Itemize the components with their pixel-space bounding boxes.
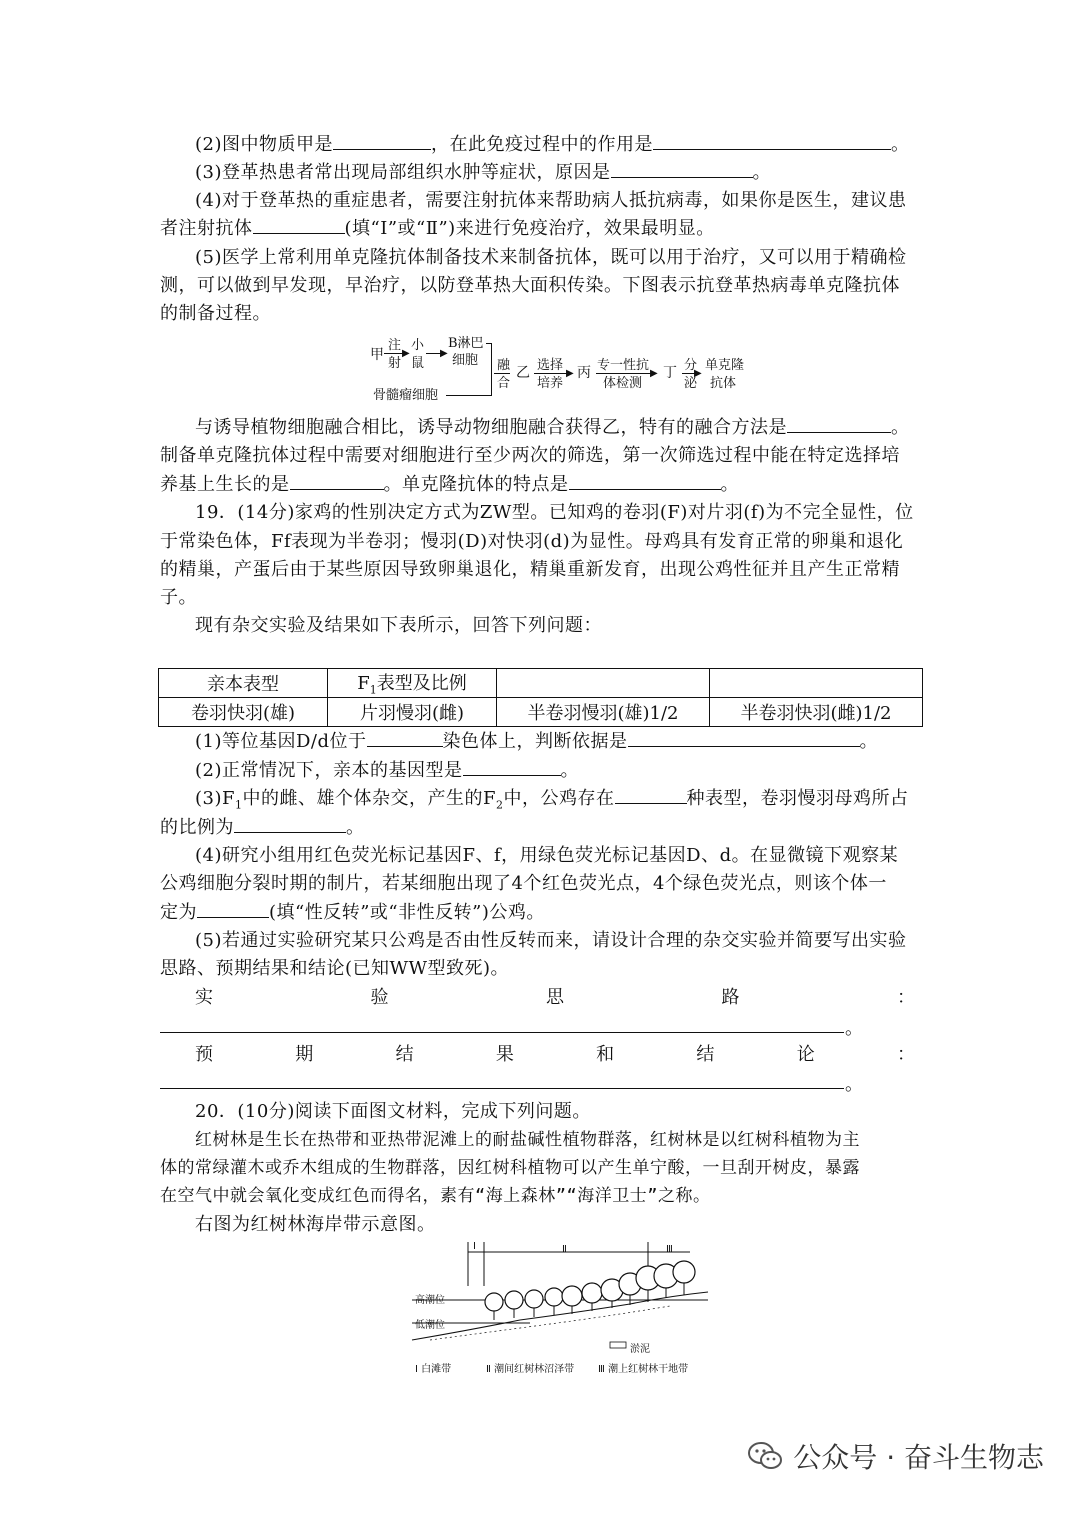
q20-figure-caption: 右图为红树林海岸带示意图。	[195, 1214, 436, 1235]
q18-part2: (2)图中物质甲是 ，在此免疫过程中的作用是 。	[195, 131, 910, 159]
table-row	[159, 669, 923, 698]
label-fuse-bottom: 合	[497, 376, 511, 391]
label-b-lymphocyte-cell: 细胞	[452, 353, 479, 368]
q18-part5-line2: 测，可以做到早发现，早治疗，以防登革热大面积传染。下图表示抗登革热病毒单克隆抗体	[160, 275, 900, 296]
table-header-empty	[710, 669, 923, 698]
arrowhead: ▶	[650, 368, 658, 379]
q19-sub3-line1: $(3)F_1$中的雌、雄个体杂交，产生的$F_2$中，公鸡存在 种表型，卷羽慢羽母鸡所占	[195, 785, 909, 820]
watermark-text: 公众号 · 奋斗生物志	[793, 1441, 1044, 1474]
label-myeloma: 骨髓瘤细胞	[373, 388, 439, 403]
q18-part3: (3)登革热患者常出现局部组织水肿等症状，原因是 。	[195, 159, 771, 187]
table-row	[159, 698, 923, 727]
q18-part4-line2: 者注射抗体 (填“Ⅰ”或“Ⅱ”)来进行免疫治疗，效果最明显。	[160, 215, 715, 243]
label-ding: 丁	[663, 365, 677, 381]
q19-sub1: (1)等位基因D/d位于 染色体上，判断依据是 。	[195, 728, 878, 756]
arrowhead: ▶	[566, 368, 574, 379]
q19-stem-line4: 子。	[160, 587, 197, 608]
answer-blank[interactable]	[628, 728, 860, 747]
expected-result-answer-line[interactable]	[160, 1088, 844, 1089]
label-b-lymphocyte: B淋巴	[448, 336, 484, 351]
q20-stem: 20．(10分)阅读下面图文材料，完成下列问题。	[195, 1101, 591, 1122]
q18-screening-line1: 制备单克隆抗体过程中需要对细胞进行至少两次的筛选，第一次筛选过程中能在特定选择培	[160, 445, 900, 466]
q19-sub4-line2: 公鸡细胞分裂时期的制片，若某细胞出现了4个红色荧光点，4个绿色荧光点，则该个体一	[160, 873, 887, 894]
cross-results-table	[158, 668, 923, 727]
arrowhead: ▶	[694, 368, 702, 379]
legend-zone-3: Ⅲ 潮上红树林干地带	[598, 1364, 689, 1375]
q18-part5-line1: (5)医学上常利用单克隆抗体制备技术来制备抗体，既可以用于治疗，又可以用于精确检	[195, 247, 907, 268]
answer-blank[interactable]	[615, 785, 687, 804]
arrowhead: ▶	[402, 348, 410, 359]
answer-blank[interactable]	[569, 471, 721, 490]
q19-sub5-line2: 思路、预期结果和结论(已知WW型致死)。	[160, 958, 510, 979]
legend-zone-1: Ⅰ 白滩带	[415, 1364, 452, 1375]
table-cell: 片羽慢羽(雌)	[328, 698, 497, 727]
q20-material-line1: 红树林是生长在热带和亚热带泥滩上的耐盐碱性植物群落，红树林是以红树科植物为主	[195, 1130, 860, 1150]
answer-blank[interactable]	[367, 728, 443, 747]
period: 。	[845, 1018, 863, 1039]
answer-blank[interactable]	[463, 757, 561, 776]
wechat-watermark	[747, 1436, 1044, 1476]
label-inject-bottom: 射	[388, 356, 402, 371]
answer-blank[interactable]	[234, 814, 346, 833]
table-header: $F_1$表型及比例	[328, 669, 497, 698]
answer-blank[interactable]	[787, 414, 891, 433]
q19-sub5-line1: (5)若通过实验研究某只公鸡是否由性反转而来，请设计合理的杂交实验并简要写出实验	[195, 930, 907, 951]
bracket-bottom	[446, 395, 492, 396]
zone-1-label: Ⅰ	[473, 1241, 476, 1252]
q20-material-line2: 体的常绿灌木或乔木组成的生物群落，因红树科植物可以产生单宁酸，一旦刮开树皮，暴露	[160, 1158, 860, 1178]
answer-blank[interactable]	[653, 131, 891, 150]
answer-blank[interactable]	[253, 215, 345, 234]
low-tide-label: 低潮位	[415, 1320, 445, 1331]
experiment-idea-answer-line[interactable]	[160, 1032, 844, 1033]
experiment-idea-label: 实 验 思 路 ：	[195, 987, 915, 1008]
q19-sub4-line1: (4)研究小组用红色荧光标记基因F、f，用绿色荧光标记基因D、d。在显微镜下观察某	[195, 845, 899, 866]
table-header-empty	[497, 669, 710, 698]
q18-screening-line2: 养基上生长的是 。单克隆抗体的特点是 。	[160, 471, 739, 499]
high-tide-label: 高潮位	[415, 1295, 445, 1306]
q19-stem-line3: 的精巢，产蛋后由于某些原因导致卵巢退化，精巢重新发育，出现公鸡性征并且产生正常精	[160, 559, 900, 580]
label-mab-top: 单克隆	[705, 358, 745, 373]
q19-sub2: (2)正常情况下，亲本的基因型是 。	[195, 757, 579, 785]
q19-stem-line1: 19．(14分)家鸡的性别决定方式为ZW型。已知鸡的卷羽(F)对片羽(f)为不完全显性，位	[195, 502, 914, 523]
q18-part4-line1: (4)对于登革热的重症患者，需要注射抗体来帮助病人抵抗病毒，如果你是医生，建议患	[195, 190, 907, 211]
label-fuse-top: 融	[497, 358, 511, 373]
label-bing: 丙	[577, 365, 591, 381]
q19-stem-line2: 于常染色体，Ff表现为半卷羽；慢羽(D)对快羽(d)为显性。母鸡具有发育正常的卵巢和退化	[160, 531, 904, 552]
zone-2-label: Ⅱ	[562, 1244, 567, 1255]
mud-legend-label: 淤泥	[630, 1344, 650, 1355]
arrow-fuse	[494, 373, 510, 374]
period: 。	[845, 1074, 863, 1095]
q19-sub3-line2: 的比例为 。	[160, 814, 365, 842]
table-cell: 半卷羽慢羽(雄)1/2	[497, 698, 710, 727]
bracket-vertical	[491, 343, 492, 395]
arrowhead: ▶	[440, 348, 448, 359]
table-cell: 卷羽快羽(雄)	[159, 698, 328, 727]
q18-fusion-method: 与诱导植物细胞融合相比，诱导动物细胞融合获得乙，特有的融合方法是 。	[195, 414, 910, 442]
label-mouse-bottom: 鼠	[411, 356, 425, 371]
label-jia: 甲	[370, 347, 384, 363]
q20-material-line3: 在空气中就会氧化变成红色而得名，素有“海上森林”“海洋卫士”之称。	[160, 1186, 711, 1206]
expected-result-label: 预 期 结 果 和 结 论 ：	[195, 1044, 915, 1065]
label-select-bottom: 培养	[537, 376, 564, 391]
table-header: 亲本表型	[159, 669, 328, 698]
arrow-select	[534, 373, 570, 374]
label-mouse-top: 小	[411, 338, 425, 353]
zone-3-label: Ⅲ	[666, 1244, 673, 1255]
label-secrete-top: 分	[684, 358, 698, 373]
q19-sub4-line3: 定为 (填“性反转”或“非性反转”)公鸡。	[160, 899, 545, 927]
label-select-top: 选择	[537, 358, 564, 373]
answer-blank[interactable]	[197, 899, 269, 918]
label-detect-top: 专一性抗	[597, 358, 650, 373]
label-yi: 乙	[516, 365, 530, 381]
answer-blank[interactable]	[333, 131, 431, 150]
q18-part5-line3: 的制备过程。	[160, 303, 271, 324]
label-mab-bottom: 抗体	[710, 376, 737, 391]
table-cell: 半卷羽快羽(雌)1/2	[710, 698, 923, 727]
q19-stem-line5: 现有杂交实验及结果如下表所示，回答下列问题：	[195, 615, 602, 636]
arrow-detect	[596, 373, 654, 374]
mangrove-diagram-svg	[410, 1240, 710, 1365]
label-inject-top: 注	[388, 338, 402, 353]
answer-blank[interactable]	[611, 159, 753, 178]
wechat-icon	[747, 1440, 783, 1472]
answer-blank[interactable]	[290, 471, 384, 490]
label-secrete-bottom: 泌	[684, 376, 698, 391]
legend-zone-2: Ⅱ 潮间红树林沼泽带	[486, 1364, 575, 1375]
label-detect-bottom: 体检测	[603, 376, 643, 391]
